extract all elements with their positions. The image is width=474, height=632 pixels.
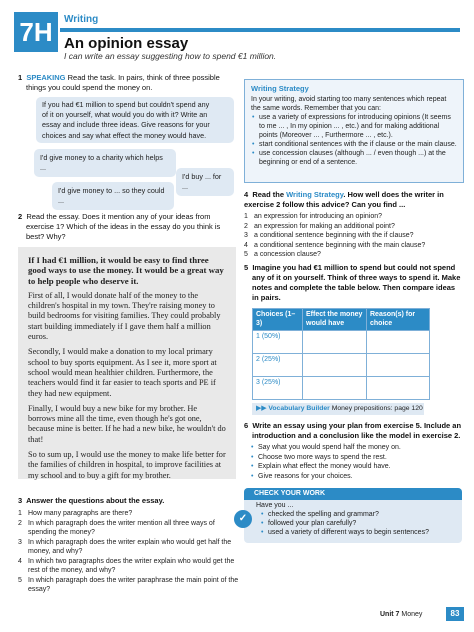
strategy-link: Writing Strategy (286, 190, 344, 199)
table-cell-input[interactable] (303, 354, 367, 377)
q1-line2: things you could spend the money on. (26, 83, 153, 92)
table-cell: 2 (25%) (253, 354, 303, 377)
q2-line: best? Why? (26, 232, 66, 241)
q2-prompt (18, 212, 240, 242)
q6-bullet: • Give reasons for your choices. (250, 472, 466, 482)
check-title: CHECK YOUR WORK (244, 488, 462, 500)
strategy-title: Writing Strategy (251, 84, 309, 93)
table-cell-input[interactable] (367, 377, 430, 400)
essay-paragraph-3: Finally, I would buy a new bike for my brother. He borrows mine all the time, even though he's got one, because mine is better. If he had a new bike, he wouldn't do that! (28, 403, 226, 444)
vocab-label: Vocabulary Builder (268, 405, 330, 412)
essay-paragraph-4: So to sum up, I would use the money to make life better for the families of children in hospital, to improve facilities at my school and to buy a gift for my brother. (28, 450, 226, 480)
q3-title: Answer the questions about the essay. (26, 496, 165, 505)
q4-item: 4 a conditional sentence beginning with the main clause? (244, 241, 426, 249)
q2-line: Read the essay. Does it mention any of your ideas from (26, 212, 211, 221)
task-line: essay and include three ideas. Give reasons for your (42, 120, 210, 130)
task-line: choices and say what effect the money would have. (42, 130, 207, 140)
q5-prompt (244, 263, 466, 303)
q4-item: 3 a conditional sentence beginning with the if clause? (244, 232, 414, 239)
page-title: An opinion essay (64, 35, 189, 52)
q6-line: Write an essay using your plan from exercise 5. Include an (252, 421, 462, 430)
q6-number: 6 (244, 421, 249, 430)
task-line: If you had €1 million to spend but couldn't spend any (42, 100, 210, 109)
q6-line: introduction and a conclusion like the model in exercise 2. (252, 431, 461, 440)
task-line: of it on yourself, what would you do with it? Write an (42, 110, 208, 120)
q6-block (244, 421, 466, 481)
q5-number: 5 (244, 263, 249, 272)
checkmark-icon: ✓ (234, 510, 252, 528)
choices-table (252, 308, 430, 400)
page-number: 83 (446, 607, 464, 621)
speaking-label: SPEAKING (26, 73, 66, 82)
section-tag: Writing (64, 14, 99, 25)
q4-item: 2 an expression for making an additional point? (244, 222, 395, 230)
unit-badge: 7H (14, 12, 58, 52)
check-item: • followed your plan carefully? (260, 519, 429, 528)
table-header: Choices (1–3) (253, 309, 303, 331)
table-cell-input[interactable] (303, 331, 367, 354)
q5-line: in pairs. (252, 293, 281, 302)
table-header: Reason(s) for choice (367, 309, 430, 331)
footer-label (380, 611, 422, 618)
q2-number: 2 (18, 212, 23, 221)
strategy-intro: In your writing, avoid starting too many sentences which repeat the same words. Remember that you can: (251, 96, 447, 112)
q3-item: 3 In which paragraph does the writer explain who would get half the money, and why? (18, 538, 232, 555)
speech-bubble-2: I'd buy ... for ... (176, 168, 234, 196)
q3-block (18, 496, 240, 595)
q4-item: 5 a concession clause? (244, 251, 321, 258)
q4-title-pre: Read the (252, 190, 287, 199)
speech-bubble-3: I'd give money to ... so they could ... (52, 182, 174, 210)
q1-number: 1 (18, 73, 23, 82)
writing-strategy-box (244, 79, 464, 183)
essay-paragraph-1: First of all, I would donate half of the money to the children's hospital in my town. They're raising money to build bedrooms for visiting families. They could probably start building immediately if I gave them half a million euros. (28, 290, 221, 342)
q3-number: 3 (18, 496, 23, 505)
table-cell-input[interactable] (303, 377, 367, 400)
q2-line: exercise 1? Which of the ideas in the essay do you think is (26, 222, 221, 231)
q1-line1: Read the task. In pairs, think of three possible (67, 73, 220, 82)
q5-line: notes and complete the table below. Then compare ideas (252, 283, 456, 292)
essay-intro: If I had €1 million, it would be easy to find three good ways to use the money. It would be a great way to help people who deserve it. (28, 255, 224, 286)
table-cell: 3 (25%) (253, 377, 303, 400)
q5-line: Imagine you had €1 million to spend but could not spend (252, 263, 456, 272)
arrow-icon: ▶▶ (256, 405, 267, 412)
table-row (253, 331, 430, 354)
q1-prompt (18, 73, 238, 93)
table-cell: 1 (50%) (253, 331, 303, 354)
footer-topic: Money (401, 611, 423, 618)
q6-bullet: • Say what you would spend half the money on. (250, 443, 466, 453)
footer-unit: Unit 7 (380, 611, 400, 618)
strategy-item: • use concession clauses (although ... / even though ...) at the beginning or end of a sentence. (251, 149, 457, 167)
q3-item: 4 In which two paragraphs does the writer explain who would get the rest of the money, and why? (18, 557, 235, 574)
q4-item: 1 an expression for introducing an opinion? (244, 213, 383, 220)
table-row (253, 377, 430, 400)
q3-item: 5 In which paragraph does the writer paraphrase the main point of the essay? (18, 576, 239, 593)
essay-paragraph-2: Secondly, I would make a donation to my local primary school to buy sports equipment. As I see it, more sport at school would mean healthier children. Furthermore, the teachers would find it far easier to teach sports and PE if they had new equipment. (28, 347, 217, 398)
strategy-item: • start conditional sentences with the if clause or the main clause. (251, 140, 457, 149)
q3-item: 2 In which paragraph does the writer mention all three ways of spending the money? (18, 519, 215, 536)
check-item: • used a variety of different ways to begin sentences? (260, 528, 429, 537)
essay-panel (18, 247, 236, 479)
q5-line: any of it on yourself. Think of three ways to spend it. Make (252, 273, 461, 282)
q6-bullet: • Choose two more ways to spend the rest. (250, 453, 466, 463)
q4-block (244, 190, 466, 260)
page-subtitle: I can write an essay suggesting how to spend €1 million. (64, 51, 277, 61)
q4-number: 4 (244, 190, 249, 199)
check-item: • checked the spelling and grammar? (260, 510, 429, 519)
check-body (256, 501, 429, 537)
q6-bullet: • Explain what effect the money would have. (250, 462, 466, 472)
q4-title-post: . How well does the writer in exercise 2 follow this advice? Can you find ... (244, 190, 444, 209)
table-cell-input[interactable] (367, 331, 430, 354)
vocab-text: Money prepositions: page 120 (331, 405, 423, 412)
task-box (36, 97, 234, 143)
strategy-item: • use a variety of expressions for introducing opinions (It seems to me ... , In my opinion ... , etc.) and for making additional points (Moreover ... , Furthermore ... , etc.). (251, 113, 457, 140)
table-cell-input[interactable] (367, 354, 430, 377)
check-intro: Have you ... (256, 502, 294, 509)
table-header: Effect the money would have (303, 309, 367, 331)
table-row (253, 354, 430, 377)
speech-bubble-1: I'd give money to a charity which helps ... (34, 149, 176, 177)
header-rule (60, 28, 460, 32)
vocabulary-builder-link[interactable] (252, 403, 424, 415)
q3-item: 1 How many paragraphs are there? (18, 510, 133, 517)
